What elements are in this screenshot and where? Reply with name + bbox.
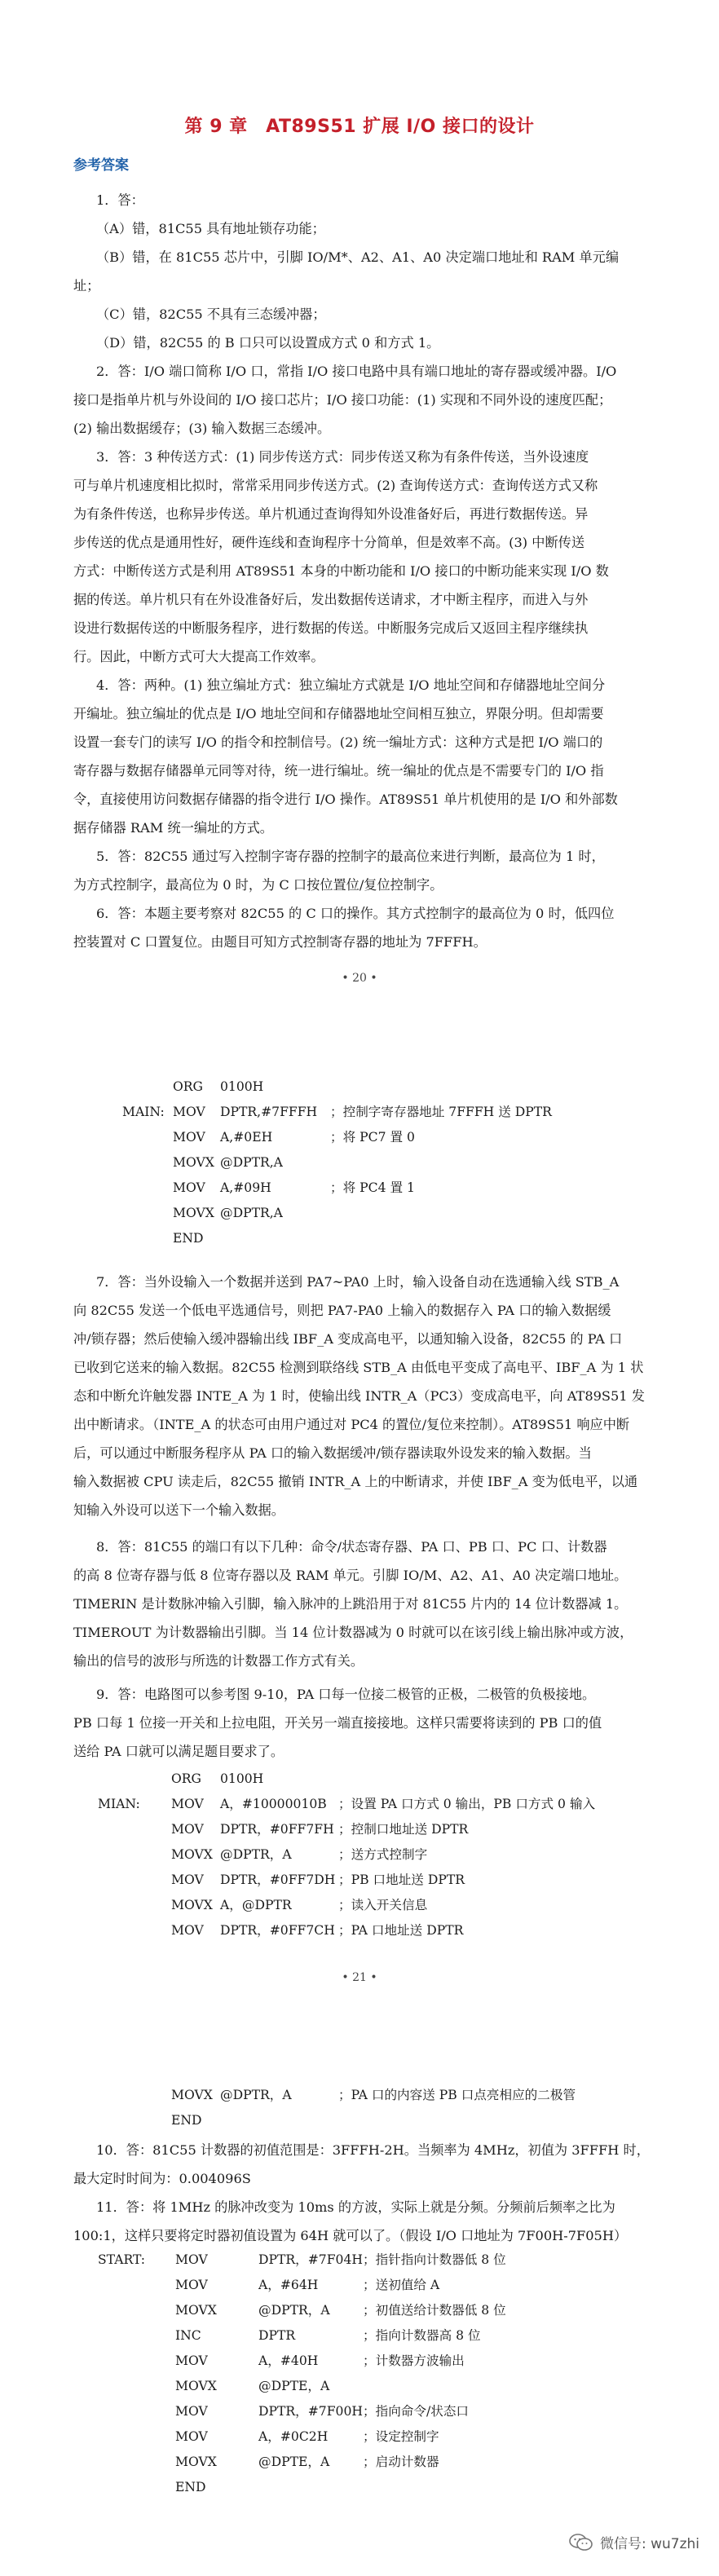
code-op: MOVX (171, 1847, 213, 1862)
code-arg: DPTR，#0FF7CH (220, 1923, 335, 1938)
code-op: MOVX (175, 2303, 217, 2318)
code-line (98, 2349, 506, 2374)
text-line: 最大定时时间为：0.004096S (73, 2171, 251, 2186)
code-label (98, 2424, 175, 2450)
code-label: MAIN: (122, 1105, 165, 1119)
code-op: MOV (173, 1105, 205, 1119)
code-arg: @DPTR，A (220, 1847, 292, 1862)
code-op: MOV (173, 1130, 205, 1145)
code-op: ORG (173, 1079, 203, 1094)
code-label (98, 1842, 171, 1868)
program-listing-2 (98, 1767, 595, 1943)
code-arg: DPTR，#0FF7FH (220, 1822, 334, 1837)
code-line (122, 1226, 552, 1251)
code-op: END (173, 1231, 204, 1246)
code-op: END (171, 2113, 202, 2128)
text-line: 3．答：3 种传送方式：(1) 同步传送方式：同步传送又称为有条件传送，当外设速度 (96, 449, 589, 465)
text-line: 8．答：81C55 的端口有以下几种：命令/状态寄存器、PA 口、PB 口、PC 口、计数器 (96, 1539, 607, 1555)
text-line: 输出的信号的波形与所选的计数器工作方式有关。 (73, 1653, 364, 1669)
code-line (98, 2399, 506, 2424)
text-line: 出中断请求。（INTE_A 的状态可由用户通过对 PC4 的置位/复位来控制）。AT89S51 响应中断 (73, 1417, 630, 1432)
text-line: 为方式控制字，最高位为 0 时，为 C 口按位置位/复位控制字。 (73, 877, 443, 893)
code-comment: ；PA 口地址送 DPTR (338, 1923, 464, 1938)
code-line (98, 1792, 595, 1817)
code-label (122, 1226, 173, 1251)
code-arg: A，#0C2H (258, 2429, 329, 2444)
code-label (122, 1150, 173, 1176)
text-line: 据的传送。单片机只有在外设准备好后，发出数据传送请求，才中断主程序，而进入与外 (73, 592, 589, 607)
text-line: 态和中断允许触发器 INTE_A 为 1 时，使输出线 INTR_A（PC3）变成高电平，向 AT89S51 发 (73, 1388, 645, 1404)
code-line (98, 2475, 506, 2500)
text-line: 方式：中断传送方式是利用 AT89S51 本身的中断功能和 I/O 接口的中断功能来实现 I/O 数 (73, 563, 609, 579)
code-arg: @DPTR，A (220, 2088, 292, 2102)
code-line (98, 2323, 506, 2349)
text-line: （A）错，81C55 具有地址锁存功能； (96, 221, 325, 236)
code-comment: ；控制口地址送 DPTR (338, 1822, 469, 1837)
code-label (122, 1125, 173, 1150)
text-line: 为有条件传送，也称异步传送。单片机通过查询得知外设准备好后，再进行数据传送。异 (73, 506, 589, 522)
code-comment: ；读入开关信息 (338, 1898, 428, 1912)
code-arg: @DPTR，A (258, 2303, 330, 2318)
code-op: MOV (175, 2353, 208, 2368)
answer-11 (73, 2193, 652, 2250)
code-label (98, 1893, 171, 1918)
text-line: TIMERIN 是计数脉冲输入引脚，输入脉冲的上跳沿用于对 81C55 片内的 14 位计数器减 1。 (73, 1596, 628, 1612)
code-comment: ；送方式控制字 (338, 1847, 428, 1862)
text-line: 冲/锁存器；然后使输入缓冲器输出线 IBF_A 变成高电平，以通知输入设备，82C55 的 PA 口 (73, 1331, 623, 1347)
answer-8 (73, 1533, 652, 1675)
text-line: 11．答：将 1MHz 的脉冲改变为 10ms 的方波，实际上就是分频。分频前后频率之比为 (96, 2199, 615, 2215)
code-line (171, 2108, 576, 2133)
code-op: MOV (175, 2429, 208, 2444)
text-line: 设置一套专门的读写 I/O 的指令和控制信号。(2) 统一编址方式：这种方式是把 I/O 端口的 (73, 734, 603, 750)
code-op: MOV (171, 1822, 204, 1837)
text-line: 步传送的优点是通用性好，硬件连线和查询程序十分简单，但是效率不高。(3) 中断传送 (73, 535, 585, 550)
page-number: • 20 • (342, 972, 377, 985)
code-arg (220, 2108, 338, 2133)
code-line (98, 1893, 595, 1918)
code-comment: ；设定控制字 (363, 2429, 439, 2444)
text-line: (2) 输出数据缓存；(3) 输入数据三态缓冲。 (73, 421, 331, 436)
text-line: 送给 PA 口就可以满足题目要求了。 (73, 1744, 285, 1759)
code-op: MOVX (173, 1155, 214, 1170)
code-line (98, 1767, 595, 1792)
code-label (122, 1176, 173, 1201)
code-line (122, 1074, 552, 1100)
code-line (98, 1842, 595, 1868)
code-op: MOV (173, 1180, 205, 1195)
code-line (98, 2450, 506, 2475)
code-line (122, 1100, 552, 1125)
code-op: MOV (171, 1797, 204, 1811)
wechat-watermark (569, 2532, 699, 2552)
code-line (122, 1150, 552, 1176)
answer-2 (73, 357, 652, 443)
code-label (122, 1074, 173, 1100)
code-line (98, 2247, 506, 2273)
code-arg: 0100H (220, 1079, 264, 1094)
text-line: （D）错，82C55 的 B 口只可以设置成方式 0 和方式 1。 (96, 335, 440, 351)
program-listing-4 (98, 2247, 506, 2500)
text-line: （C）错，82C55 不具有三态缓冲器； (96, 307, 326, 322)
code-arg: A，#10000010B (220, 1797, 327, 1811)
code-op: MOVX (173, 1206, 214, 1220)
answer-3 (73, 443, 652, 671)
code-comment: ；控制字寄存器地址 7FFFH 送 DPTR (330, 1105, 552, 1119)
answer-7 (73, 1268, 652, 1524)
code-comment: ；PA 口的内容送 PB 口点亮相应的二极管 (338, 2088, 576, 2102)
answer-6 (73, 899, 652, 956)
text-line: 可与单片机速度相比拟时，常常采用同步传送方式。(2) 查询传送方式：查询传送方式又称 (73, 478, 598, 493)
code-label (98, 2349, 175, 2374)
code-arg: DPTR (258, 2328, 296, 2343)
text-line: TIMEROUT 为计数器输出引脚。当 14 位计数器减为 0 时就可以在该引线上输出脉冲或方波， (73, 1625, 633, 1640)
watermark-text: 微信号: wu7zhi (599, 2536, 699, 2552)
text-line: 据存储器 RAM 统一编址的方式。 (73, 820, 273, 836)
chapter-title: 第 9 章 AT89S51 扩展 I/O 接口的设计 (184, 117, 535, 137)
text-line: 设进行数据传送的中断服务程序，进行数据的传送。中断服务完成后又返回主程序继续执 (73, 620, 589, 636)
code-line (98, 1817, 595, 1842)
code-comment: ；送初值给 A (363, 2278, 440, 2292)
code-arg: @DPTR,A (220, 1206, 283, 1220)
text-line: 4．答：两种。(1) 独立编址方式：独立编址方式就是 I/O 地址空间和存储器地址空间分 (96, 677, 606, 693)
text-line: 开编址。独立编址的优点是 I/O 地址空间和存储器地址空间相互独立，界限分明。但却需要 (73, 706, 604, 721)
code-comment: ；指针指向计数器低 8 位 (363, 2252, 506, 2267)
program-listing-1 (122, 1074, 552, 1251)
text-line: 向 82C55 发送一个低电平选通信号，则把 PA7-PA0 上输入的数据存入 PA 口的输入数据缓 (73, 1303, 611, 1318)
code-op: ORG (171, 1771, 201, 1786)
code-op: MOVX (171, 1898, 213, 1912)
code-label (98, 2323, 175, 2349)
code-comment: ；将 PC7 置 0 (330, 1130, 415, 1145)
code-line (98, 2298, 506, 2323)
code-arg: A，#40H (258, 2353, 319, 2368)
answer-1 (73, 186, 652, 357)
text-line: 令，直接使用访问数据存储器的指令进行 I/O 操作。AT89S51 单片机使用的是 I/O 和外部数 (73, 792, 618, 807)
code-label (98, 2298, 175, 2323)
code-line (98, 1868, 595, 1893)
text-line: 址； (73, 278, 100, 293)
section-heading: 参考答案 (73, 157, 129, 174)
code-line (122, 1125, 552, 1150)
code-op: MOV (175, 2278, 208, 2292)
code-line (98, 2374, 506, 2399)
code-comment: ；指向命令/状态口 (363, 2404, 470, 2419)
text-line: 接口是指单片机与外设间的 I/O 接口芯片；I/O 接口功能：(1) 实现和不同外设的速度匹配； (73, 392, 612, 408)
text-line: 的高 8 位寄存器与低 8 位寄存器以及 RAM 单元。引脚 IO/M、A2、A1、A0 决定端口地址。 (73, 1568, 628, 1583)
text-line: 知输入外设可以送下一个输入数据。 (73, 1502, 285, 1518)
code-op: MOV (171, 1872, 204, 1887)
code-op: MOVX (175, 2379, 217, 2393)
code-label (98, 2450, 175, 2475)
code-arg: DPTR，#0FF7DH (220, 1872, 336, 1887)
code-comment: ；启动计数器 (363, 2455, 439, 2469)
code-arg: DPTR,#7FFFH (220, 1105, 318, 1119)
text-line: 100:1，这样只要将定时器初值设置为 64H 就可以了。（假设 I/O 口地址为 7F00H-7F05H） (73, 2228, 628, 2243)
code-comment: ；指向计数器高 8 位 (363, 2328, 481, 2343)
text-line: 10．答：81C55 计数器的初值范围是：3FFFH-2H。当频率为 4MHz，初值为 3FFFH 时， (96, 2142, 650, 2158)
text-line: 行。因此，中断方式可大大提高工作效率。 (73, 649, 324, 664)
text-line: （B）错，在 81C55 芯片中，引脚 IO/M*、A2、A1、A0 决定端口地址和 RAM 单元编 (96, 249, 620, 265)
code-arg: A,#0EH (220, 1130, 273, 1145)
code-arg: @DPTR,A (220, 1155, 283, 1170)
text-line: 控装置对 C 口置复位。由题目可知方式控制寄存器的地址为 7FFFH。 (73, 934, 487, 950)
text-line: 1．答： (96, 192, 144, 208)
code-label (98, 2273, 175, 2298)
code-line (98, 1918, 595, 1943)
answer-9 (73, 1680, 652, 1766)
answer-4 (73, 671, 652, 842)
page-number: • 21 • (342, 1971, 377, 1984)
code-label: START: (98, 2252, 146, 2267)
code-line (98, 2424, 506, 2450)
text-line: 寄存器与数据存储器单元同等对待，统一进行编址。统一编址的优点是不需要专门的 I/O 指 (73, 763, 604, 779)
code-label (122, 1201, 173, 1226)
answer-5 (73, 842, 652, 899)
code-arg: A,#09H (220, 1180, 271, 1195)
code-op: MOVX (171, 2088, 213, 2102)
text-line: 6．答：本题主要考察对 82C55 的 C 口的操作。其方式控制字的最高位为 0 时，低四位 (96, 906, 615, 921)
text-line: 2．答：I/O 端口简称 I/O 口，常指 I/O 接口电路中具有端口地址的寄存器或缓冲器。I/O (96, 364, 617, 379)
code-op: END (175, 2480, 206, 2494)
code-line (171, 2083, 576, 2108)
code-label (98, 1767, 171, 1792)
text-line: 输入数据被 CPU 读走后，82C55 撤销 INTR_A 上的中断请求，并使 IBF_A 变为低电平，以通 (73, 1474, 638, 1489)
text-line: 已收到它送来的输入数据。82C55 检测到联络线 STB_A 由低电平变成了高电平、IBF_A 为 1 状 (73, 1360, 644, 1375)
code-label (98, 1817, 171, 1842)
code-label: MIAN: (98, 1797, 140, 1811)
code-comment: ；将 PC4 置 1 (330, 1180, 415, 1195)
code-label (98, 2475, 175, 2500)
code-arg: 0100H (220, 1771, 264, 1786)
program-listing-3 (171, 2083, 576, 2133)
code-arg: A，#64H (258, 2278, 319, 2292)
text-line: 9．答：电路图可以参考图 9-10，PA 口每一位接二极管的正极，二极管的负极接地。 (96, 1687, 596, 1702)
code-line (122, 1176, 552, 1201)
text-line: 5．答：82C55 通过写入控制字寄存器的控制字的最高位来进行判断，最高位为 1 时， (96, 849, 605, 864)
text-line: 7．答：当外设输入一个数据并送到 PA7~PA0 上时，输入设备自动在选通输入线 STB_A (96, 1274, 620, 1290)
code-arg: @DPTE，A (258, 2379, 330, 2393)
code-op: MOV (175, 2404, 208, 2419)
code-arg: DPTR，#7F04H (258, 2252, 363, 2267)
code-arg (220, 1226, 330, 1251)
code-comment: ；计数器方波输出 (363, 2353, 465, 2368)
code-comment: ；初值送给计数器低 8 位 (363, 2303, 506, 2318)
code-label (98, 1868, 171, 1893)
wechat-icon (569, 2533, 593, 2552)
code-comment: ；PB 口地址送 DPTR (338, 1872, 465, 1887)
code-arg: A，@DPTR (220, 1898, 292, 1912)
code-label (98, 2399, 175, 2424)
code-arg: DPTR，#7F00H (258, 2404, 363, 2419)
code-op: MOV (175, 2252, 208, 2267)
code-label (98, 2374, 175, 2399)
code-op: MOVX (175, 2455, 217, 2469)
code-comment: ；设置 PA 口方式 0 输出，PB 口方式 0 输入 (338, 1797, 596, 1811)
code-arg: @DPTE，A (258, 2455, 330, 2469)
code-op: INC (175, 2328, 201, 2343)
code-arg (258, 2475, 363, 2500)
code-line (122, 1201, 552, 1226)
text-line: 后，可以通过中断服务程序从 PA 口的输入数据缓冲/锁存器读取外设发来的输入数据。当 (73, 1445, 592, 1461)
code-line (98, 2273, 506, 2298)
code-op: MOV (171, 1923, 204, 1938)
text-line: PB 口每 1 位接一开关和上拉电阻，开关另一端直接接地。这样只需要将读到的 PB 口的值 (73, 1715, 602, 1731)
code-label (98, 1918, 171, 1943)
answer-10 (73, 2136, 652, 2193)
